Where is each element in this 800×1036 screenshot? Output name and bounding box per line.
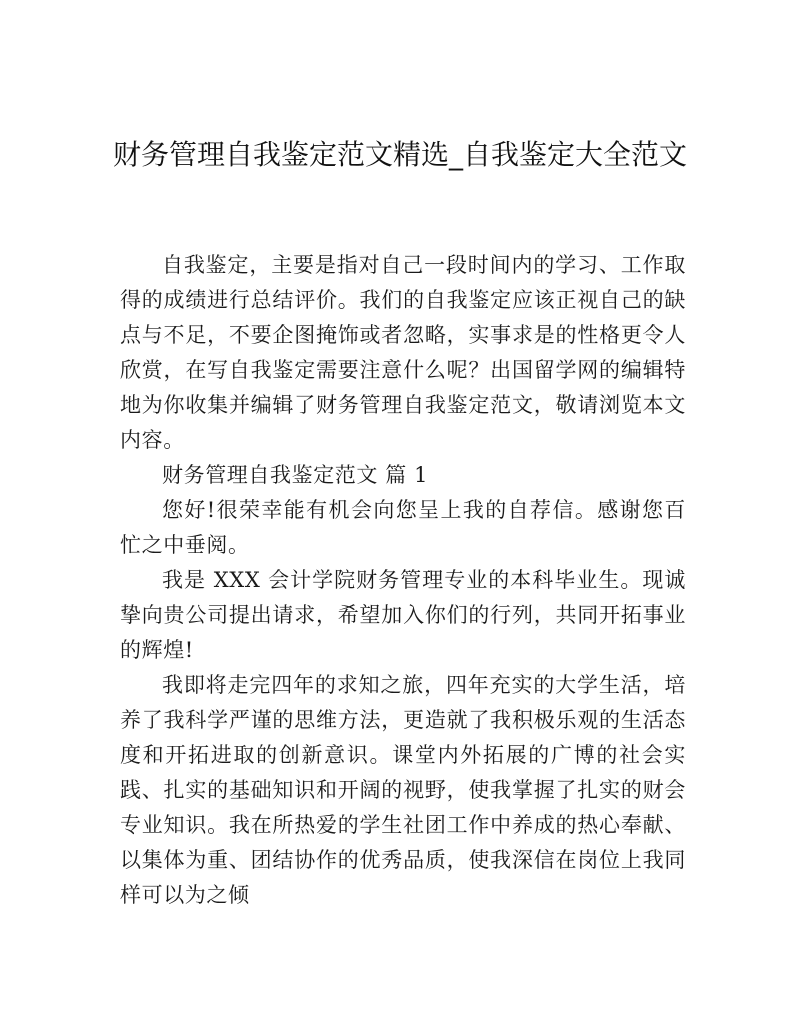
document-title: 财务管理自我鉴定范文精选_自我鉴定大全范文: [112, 138, 687, 171]
section-heading: 财务管理自我鉴定范文 篇 1: [162, 463, 429, 487]
university-experience-paragraph: 我即将走完四年的求知之旅，四年充实的大学生活，培养了我科学严谨的思维方法，更造就了我积极乐观的生活态度和开拓进取的创新意识。课堂内外拓展的广博的社会实践、扎实的基础知识和开阔的视野，使我掌握了扎实的财会专业知识。我在所热爱的学生社团工作中养成的热心奉献、以集体为重、团结协作的优秀品质，使我深信在岗位上我同样可以为之倾: [120, 673, 686, 907]
self-introduction-paragraph: 我是 XXX 会计学院财务管理专业的本科毕业生。现诚挚向贵公司提出请求，希望加入你们的行列，共同开拓事业的辉煌!: [120, 568, 686, 662]
document-body: [120, 248, 686, 913]
greeting-paragraph: 您好!很荣幸能有机会向您呈上我的自荐信。感谢您百忙之中垂阅。: [120, 498, 686, 557]
intro-paragraph: 自我鉴定，主要是指对自己一段时间内的学习、工作取得的成绩进行总结评价。我们的自我鉴定应该正视自己的缺点与不足，不要企图掩饰或者忽略，实事求是的性格更令人欣赏，在写自我鉴定需要注意什么呢？出国留学网的编辑特地为你收集并编辑了财务管理自我鉴定范文，敬请浏览本文内容。: [120, 253, 686, 452]
